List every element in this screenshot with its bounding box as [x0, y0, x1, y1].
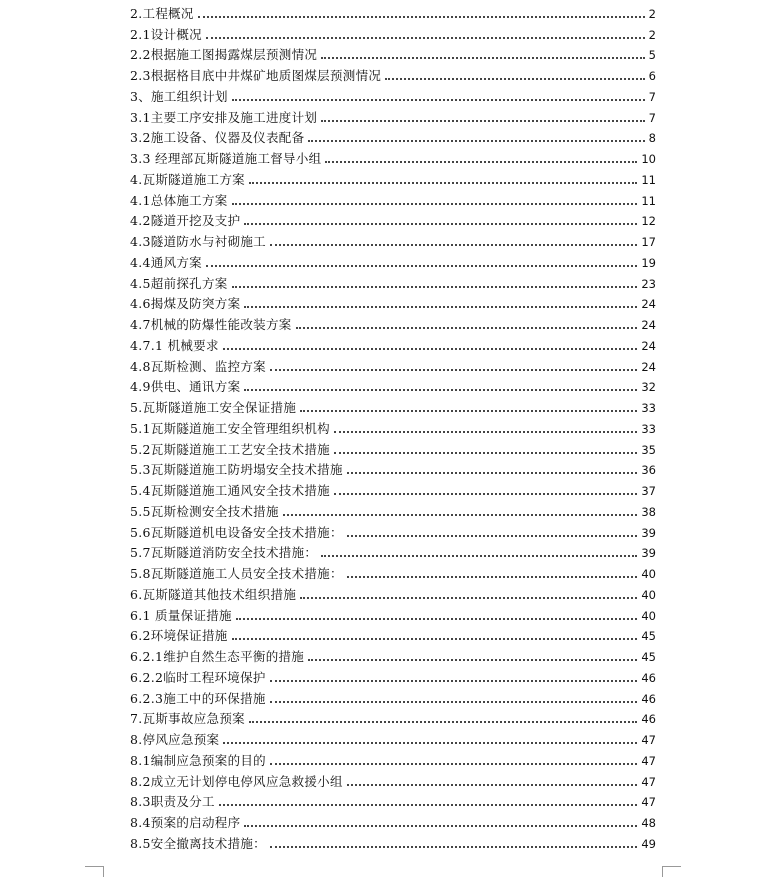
toc-dot-leader — [249, 182, 637, 184]
toc-dot-leader — [232, 638, 638, 640]
toc-dot-leader — [270, 369, 637, 371]
toc-entry-title: 4.瓦斯隧道施工方案 — [130, 171, 245, 187]
toc-entry[interactable] — [130, 353, 656, 374]
toc-entry-page-number: 39 — [641, 525, 656, 540]
toc-entry-page-number: 36 — [641, 463, 656, 478]
toc-dot-leader — [308, 140, 644, 142]
toc-entry-page-number: 45 — [641, 629, 656, 644]
toc-entry-title: 6.2.2临时工程环境保护 — [130, 669, 266, 685]
toc-entry-title: 4.2隧道开挖及支护 — [130, 213, 241, 229]
toc-dot-leader — [321, 120, 644, 122]
toc-entry-title: 6.2环境保证措施 — [130, 628, 228, 644]
toc-dot-leader — [236, 618, 638, 620]
toc-dot-leader — [244, 306, 637, 308]
toc-entry-page-number: 19 — [641, 255, 656, 270]
toc-entry[interactable] — [130, 21, 656, 42]
toc-entry-title: 3.1主要工序安排及施工进度计划 — [130, 109, 318, 125]
toc-entry-title: 4.3隧道防水与衬砌施工 — [130, 234, 266, 249]
toc-entry-title: 4.9供电、通讯方案 — [130, 379, 241, 395]
page-corner-mark-left — [85, 866, 104, 877]
toc-entry-page-number: 11 — [641, 193, 656, 208]
toc-dot-leader — [385, 78, 644, 80]
toc-entry-page-number: 39 — [641, 546, 656, 561]
toc-entry[interactable] — [130, 62, 656, 83]
toc-entry-page-number: 47 — [641, 795, 656, 810]
toc-dot-leader — [321, 555, 637, 557]
toc-entry[interactable] — [130, 270, 656, 291]
toc-entry-page-number: 12 — [641, 214, 656, 229]
toc-entry[interactable] — [130, 104, 656, 125]
toc-dot-leader — [270, 680, 638, 682]
toc-entry[interactable] — [130, 291, 656, 312]
toc-entry-page-number: 2 — [648, 27, 656, 42]
toc-entry-page-number: 40 — [641, 567, 656, 581]
toc-entry[interactable] — [130, 83, 656, 104]
toc-entry-title: 4.8瓦斯检测、监控方案 — [130, 358, 266, 374]
toc-dot-leader — [244, 389, 637, 391]
toc-entry-title: 6.2.3施工中的环保措施 — [130, 690, 266, 706]
toc-dot-leader — [232, 286, 638, 288]
toc-entry[interactable] — [130, 187, 656, 208]
toc-entry-page-number: 49 — [641, 836, 656, 851]
toc-entry-title: 4.4通风方案 — [130, 254, 202, 270]
toc-dot-leader — [334, 493, 637, 495]
toc-entry[interactable] — [130, 145, 656, 166]
toc-entry-page-number: 23 — [641, 276, 656, 291]
toc-dot-leader — [219, 804, 638, 806]
toc-entry[interactable] — [130, 311, 656, 332]
toc-dot-leader — [270, 763, 637, 765]
toc-dot-leader — [334, 431, 637, 433]
toc-entry-title: 4.7机械的防爆性能改装方案 — [130, 317, 292, 332]
toc-dot-leader — [300, 597, 637, 599]
toc-dot-leader — [232, 203, 638, 205]
toc-entry[interactable] — [130, 208, 656, 229]
toc-entry-title: 2.1设计概况 — [130, 26, 202, 42]
toc-dot-leader — [232, 99, 645, 101]
toc-dot-leader — [300, 410, 637, 412]
toc-dot-leader — [347, 784, 638, 786]
toc-entry-page-number: 32 — [641, 380, 656, 395]
toc-entry[interactable] — [130, 374, 656, 395]
toc-dot-leader — [198, 16, 645, 18]
toc-entry[interactable] — [130, 643, 656, 664]
toc-entry[interactable] — [130, 498, 656, 519]
toc-entry-title: 8.停风应急预案 — [130, 732, 220, 747]
toc-dot-leader — [270, 846, 637, 848]
toc-entry-title: 3、施工组织计划 — [130, 88, 228, 104]
toc-entry[interactable] — [130, 623, 656, 644]
toc-dot-leader — [321, 57, 644, 59]
toc-entry-title: 3.3 经理部瓦斯隧道施工督导小组 — [130, 151, 322, 166]
toc-dot-leader — [270, 701, 638, 703]
toc-entry-page-number: 24 — [641, 318, 656, 332]
toc-entry[interactable] — [130, 809, 656, 830]
toc-entry[interactable] — [130, 42, 656, 63]
toc-entry-title: 4.7.1 机械要求 — [130, 337, 219, 353]
toc-entry[interactable] — [130, 685, 656, 706]
toc-entry-title: 5.7瓦斯隧道消防安全技术措施： — [130, 545, 318, 561]
toc-entry-title: 5.2瓦斯隧道施工工艺安全技术措施 — [130, 441, 330, 457]
toc-entry[interactable] — [130, 394, 656, 415]
toc-entry[interactable] — [130, 540, 656, 561]
toc-entry[interactable] — [130, 664, 656, 685]
toc-entry-page-number: 5 — [648, 48, 656, 63]
toc-entry-page-number: 24 — [641, 338, 656, 353]
toc-entry[interactable] — [130, 830, 656, 851]
toc-entry-page-number: 8 — [648, 131, 656, 146]
toc-entry-page-number: 38 — [641, 504, 656, 519]
toc-entry[interactable] — [130, 789, 656, 810]
toc-entry[interactable] — [130, 747, 656, 768]
toc-entry-page-number: 47 — [641, 753, 656, 768]
toc-entry-page-number: 46 — [641, 691, 656, 706]
toc-entry-page-number: 7 — [648, 89, 656, 104]
toc-entry-page-number: 48 — [641, 816, 656, 830]
toc-entry-title: 5.瓦斯隧道施工安全保证措施 — [130, 400, 297, 415]
toc-entry[interactable] — [130, 249, 656, 270]
toc-entry[interactable] — [130, 477, 656, 498]
toc-entry[interactable] — [130, 602, 656, 623]
toc-entry-title: 5.4瓦斯隧道施工通风安全技术措施 — [130, 483, 330, 498]
toc-dot-leader — [347, 472, 638, 474]
toc-entry-title: 8.3职责及分工 — [130, 794, 215, 810]
toc-entry[interactable] — [130, 726, 656, 747]
toc-dot-leader — [347, 576, 638, 578]
toc-entry-page-number: 2 — [648, 6, 656, 21]
toc-dot-leader — [334, 452, 637, 454]
toc-entry-title: 8.5安全撤离技术措施： — [130, 835, 266, 851]
toc-entry-page-number: 24 — [641, 297, 656, 312]
toc-dot-leader — [206, 265, 637, 267]
toc-entry[interactable] — [130, 0, 656, 21]
toc-entry-page-number: 45 — [641, 650, 656, 664]
toc-entry-page-number: 40 — [641, 608, 656, 623]
toc-entry[interactable] — [130, 768, 656, 789]
toc-entry-title: 4.5超前探孔方案 — [130, 275, 228, 291]
toc-entry-title: 4.6揭煤及防突方案 — [130, 296, 241, 312]
toc-entry[interactable] — [130, 228, 656, 249]
toc-entry-title: 8.2成立无计划停电停风应急救援小组 — [130, 773, 343, 789]
toc-dot-leader — [249, 721, 637, 723]
toc-entry-page-number: 33 — [641, 401, 656, 415]
toc-dot-leader — [206, 37, 645, 39]
toc-entry[interactable] — [130, 436, 656, 457]
toc-entry-title: 3.2施工设备、仪器及仪表配备 — [130, 130, 305, 146]
toc-entry-title: 6.1 质量保证措施 — [130, 607, 232, 623]
toc-entry[interactable] — [130, 166, 656, 187]
toc-entry-title: 8.1编制应急预案的目的 — [130, 752, 266, 768]
toc-entry-title: 7.瓦斯事故应急预案 — [130, 711, 245, 727]
toc-entry-title: 2.2根据施工图揭露煤层预测情况 — [130, 47, 318, 63]
toc-dot-leader — [244, 825, 637, 827]
toc-dot-leader — [325, 161, 637, 163]
page-corner-mark-right — [662, 866, 681, 877]
toc-dot-leader — [283, 514, 638, 516]
toc-entry-title: 5.8瓦斯隧道施工人员安全技术措施： — [130, 566, 343, 581]
toc-entry-title: 5.6瓦斯隧道机电设备安全技术措施： — [130, 524, 343, 540]
toc-entry-title: 2.工程概况 — [130, 5, 194, 21]
toc-entry-page-number: 7 — [648, 110, 656, 125]
toc-entry[interactable] — [130, 332, 656, 353]
toc-entry-page-number: 33 — [641, 421, 656, 436]
toc-dot-leader — [223, 348, 638, 350]
toc-entry-title: 5.1瓦斯隧道施工安全管理组织机构 — [130, 420, 330, 436]
toc-entry-title: 6.2.1维护自然生态平衡的措施 — [130, 649, 305, 664]
toc-dot-leader — [270, 244, 637, 246]
toc-entry-page-number: 24 — [641, 359, 656, 374]
toc-entry-title: 2.3根据格目底中井煤矿地质图煤层预测情况 — [130, 68, 382, 83]
toc-entry-page-number: 10 — [641, 152, 656, 166]
toc-entry[interactable] — [130, 560, 656, 581]
toc-entry[interactable] — [130, 581, 656, 602]
toc-entry-page-number: 47 — [641, 733, 656, 747]
toc-entry-page-number: 46 — [641, 670, 656, 685]
toc-entry-page-number: 17 — [641, 235, 656, 249]
toc-dot-leader — [347, 535, 638, 537]
toc-entry[interactable] — [130, 519, 656, 540]
toc-entry-page-number: 37 — [641, 484, 656, 498]
toc-dot-leader — [296, 327, 638, 329]
toc-entry-page-number: 46 — [641, 712, 656, 727]
toc-entry-title: 4.1总体施工方案 — [130, 192, 228, 208]
toc-dot-leader — [308, 659, 637, 661]
toc-entry-title: 5.5瓦斯检测安全技术措施 — [130, 503, 279, 519]
table-of-contents — [130, 0, 656, 851]
toc-entry[interactable] — [130, 125, 656, 146]
toc-entry[interactable] — [130, 706, 656, 727]
toc-entry-title: 6.瓦斯隧道其他技术组织措施 — [130, 586, 297, 602]
toc-entry-page-number: 47 — [641, 774, 656, 789]
toc-entry[interactable] — [130, 457, 656, 478]
toc-entry-page-number: 6 — [648, 69, 656, 83]
toc-dot-leader — [244, 223, 637, 225]
toc-entry-page-number: 11 — [641, 172, 656, 187]
toc-entry-page-number: 35 — [641, 442, 656, 457]
toc-entry-title: 8.4预案的启动程序 — [130, 815, 241, 830]
toc-dot-leader — [223, 742, 637, 744]
toc-entry-page-number: 40 — [641, 587, 656, 602]
toc-entry[interactable] — [130, 415, 656, 436]
toc-entry-title: 5.3瓦斯隧道施工防坍塌安全技术措施 — [130, 462, 343, 478]
